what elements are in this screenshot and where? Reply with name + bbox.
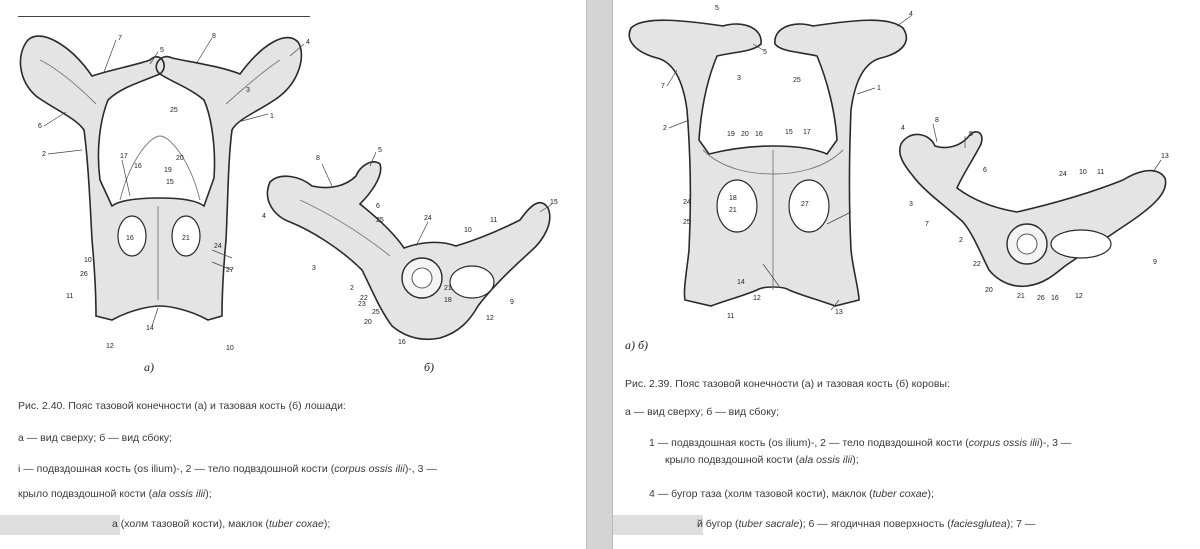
label-25c: 25	[372, 309, 380, 316]
svg-text:18: 18	[729, 195, 737, 202]
label-16: 16	[134, 163, 142, 170]
caption-line-wing	[665, 453, 859, 468]
text-segment: );	[323, 518, 331, 530]
text-segment: );	[852, 454, 859, 466]
svg-text:10: 10	[1079, 169, 1087, 176]
svg-text:20: 20	[741, 131, 749, 138]
latin-term: faciesglutea	[950, 518, 1007, 530]
label-8: 8	[212, 33, 216, 40]
subfigure-ab-label: а) б)	[625, 338, 649, 352]
text-segment: );	[205, 488, 212, 500]
obscured-region	[0, 515, 120, 535]
subfigure-a-label: а)	[144, 360, 154, 374]
label-11: 11	[66, 293, 74, 300]
svg-text:22: 22	[973, 261, 981, 268]
figure-caption: Рис. 2.40. Пояс тазовой конечности (а) и тазовая кость (б) лошади:	[18, 400, 346, 412]
text-segment: крыло подвздошной кости (	[665, 454, 800, 466]
svg-text:2: 2	[959, 237, 963, 244]
svg-text:14: 14	[737, 279, 745, 286]
svg-text:7: 7	[661, 83, 665, 90]
svg-text:25: 25	[793, 77, 801, 84]
obscured-region	[613, 515, 703, 535]
text-segment: а (холм тазовой кости), маклок (	[112, 518, 269, 530]
label-20b: 20	[364, 319, 372, 326]
label-9: 9	[510, 299, 514, 306]
svg-text:4: 4	[909, 11, 913, 18]
label-5: 5	[160, 47, 164, 54]
label-4b: 4	[262, 213, 266, 220]
text-segment: i — подвздошная кость (os ilium)-, 2 — тело подвздошной кости (	[18, 463, 335, 475]
svg-text:8: 8	[935, 117, 939, 124]
text-segment: й бугор (	[697, 518, 739, 530]
svg-text:26: 26	[1037, 295, 1045, 302]
caption-line-tuber	[112, 517, 330, 532]
svg-text:25: 25	[683, 219, 691, 226]
label-20: 20	[176, 155, 184, 162]
svg-text:9: 9	[1153, 259, 1157, 266]
caption-line-views: а — вид сверху; б — вид сбоку;	[18, 432, 173, 444]
caption-line-sacral	[697, 517, 1035, 532]
text-segment: )-, 3 —	[1039, 437, 1072, 449]
svg-text:1: 1	[877, 85, 881, 92]
svg-text:21: 21	[729, 207, 737, 214]
label-5b: 5	[378, 147, 382, 154]
text-segment: )-, 3 —	[404, 463, 437, 475]
svg-text:13: 13	[1161, 153, 1169, 160]
svg-text:21: 21	[1017, 293, 1025, 300]
label-1: 1	[270, 113, 274, 120]
left-page-panel	[0, 0, 587, 549]
label-2b: 2	[350, 285, 354, 292]
svg-text:11: 11	[1097, 169, 1105, 176]
svg-text:20: 20	[985, 287, 993, 294]
label-8b: 8	[316, 155, 320, 162]
svg-text:11: 11	[727, 313, 735, 320]
horse-pelvis-top-view	[20, 36, 301, 320]
svg-text:13: 13	[835, 309, 843, 316]
text-segment: 1 — подвздошная кость (os ilium)-, 2 — тело подвздошной кости (	[649, 437, 969, 449]
label-10c: 10	[464, 227, 472, 234]
caption-line-views: а — вид сверху; б — вид сбоку;	[625, 406, 780, 418]
label-15b: 15	[550, 199, 558, 206]
horse-pelvis-side-view	[267, 162, 549, 339]
horse-pelvis-figure	[0, 0, 586, 380]
caption-line-ilium	[18, 462, 437, 477]
label-16c: 16	[398, 339, 406, 346]
label-12b: 12	[486, 315, 494, 322]
label-11b: 11	[490, 217, 498, 224]
latin-term: ala ossis ilii	[799, 454, 853, 466]
right-page-panel	[612, 0, 1200, 549]
svg-text:19: 19	[727, 131, 735, 138]
label-18: 18	[444, 297, 452, 304]
label-16b: 16	[126, 235, 134, 242]
text-segment: ); 7 —	[1006, 518, 1036, 530]
svg-text:5: 5	[969, 131, 973, 138]
label-24: 24	[214, 243, 222, 250]
latin-term: corpus ossis ilii	[968, 437, 1040, 449]
text-segment: крыло подвздошной кости (	[18, 488, 153, 500]
label-24b: 24	[424, 215, 432, 222]
subfigure-b-label: б)	[424, 360, 435, 374]
label-19: 19	[164, 167, 172, 174]
svg-text:16: 16	[1051, 295, 1059, 302]
label-22: 22	[360, 295, 368, 302]
label-21b: 21	[444, 285, 452, 292]
latin-term: ala ossis ilii	[152, 488, 206, 500]
label-21: 21	[182, 235, 190, 242]
latin-term: tuber sacrale	[738, 518, 800, 530]
figure-caption: Рис. 2.39. Пояс тазовой конечности (а) и тазовая кость (б) коровы:	[625, 378, 950, 390]
cow-pelvis-top-view	[629, 20, 906, 306]
svg-text:2: 2	[663, 125, 667, 132]
svg-text:16: 16	[755, 131, 763, 138]
label-12: 12	[106, 343, 114, 350]
caption-line-wing	[18, 487, 212, 502]
label-3: 3	[246, 87, 250, 94]
caption-line-ilium	[649, 436, 1071, 451]
cow-pelvis-side-view	[900, 132, 1166, 286]
svg-text:27: 27	[801, 201, 809, 208]
svg-text:12: 12	[753, 295, 761, 302]
svg-text:15: 15	[785, 129, 793, 136]
label-23: 23	[358, 301, 366, 308]
label-10: 10	[84, 257, 92, 264]
label-25b: 25	[376, 217, 384, 224]
svg-text:5: 5	[763, 49, 767, 56]
text-segment: 4 — бугор таза (холм тазовой кости), маклок (	[649, 488, 873, 500]
label-15: 15	[166, 179, 174, 186]
label-7: 7	[118, 35, 122, 42]
svg-text:24: 24	[1059, 171, 1067, 178]
svg-text:3: 3	[737, 75, 741, 82]
svg-text:12: 12	[1075, 293, 1083, 300]
caption-line-tuber	[649, 487, 934, 502]
svg-text:17: 17	[803, 129, 811, 136]
label-10b: 10	[226, 345, 234, 352]
latin-term: tuber coxae	[268, 518, 324, 530]
svg-text:24: 24	[683, 199, 691, 206]
label-25: 25	[170, 107, 178, 114]
svg-text:3: 3	[909, 201, 913, 208]
svg-text:6: 6	[983, 167, 987, 174]
svg-text:4: 4	[901, 125, 905, 132]
text-segment: );	[927, 488, 934, 500]
label-4: 4	[306, 39, 310, 46]
cow-pelvis-figure	[613, 0, 1200, 340]
label-14: 14	[146, 325, 154, 332]
svg-text:7: 7	[925, 221, 929, 228]
label-6b: 6	[376, 203, 380, 210]
svg-text:5: 5	[715, 5, 719, 12]
label-6: 6	[38, 123, 42, 130]
label-3b: 3	[312, 265, 316, 272]
label-17: 17	[120, 153, 128, 160]
label-27: 27	[226, 267, 234, 274]
label-26: 26	[80, 271, 88, 278]
latin-term: tuber coxae	[872, 488, 928, 500]
text-segment: ); 6 — ягодичная поверхность (	[799, 518, 951, 530]
latin-term: corpus ossis ilii	[334, 463, 405, 475]
label-2: 2	[42, 151, 46, 158]
